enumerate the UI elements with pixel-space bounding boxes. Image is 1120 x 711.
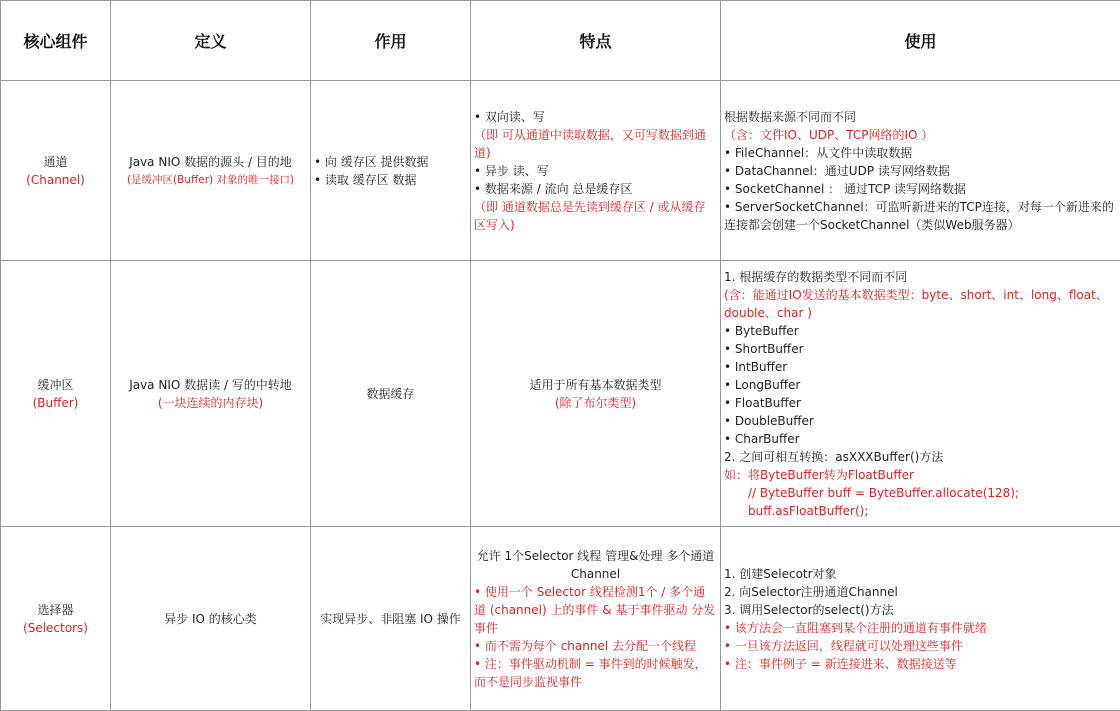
function-cell	[311, 81, 471, 261]
component-cell	[1, 527, 111, 711]
definition-text: 异步 IO 的核心类	[114, 610, 307, 628]
usage-line: • ServerSocketChannel：可监听新进来的TCP连接，对每一个新进来的连接都会创建一个SocketChannel（类似Web服务器）	[724, 198, 1117, 234]
header-definition: 定义	[111, 1, 311, 81]
function-line: • 读取 缓存区 数据	[314, 171, 467, 189]
function-cell	[311, 527, 471, 711]
usage-line: • SocketChannel ： 通过TCP 读写网络数据	[724, 180, 1117, 198]
usage-line: 如：将ByteBuffer转为FloatBuffer	[724, 466, 1117, 484]
usage-line: • ByteBuffer	[724, 322, 1117, 340]
feature-line: (除了布尔类型)	[474, 394, 717, 412]
usage-line: • 注：事件例子 = 新连接进来、数据接送等	[724, 655, 1117, 673]
usage-line: (含：能通过IO发送的基本数据类型：byte、short、int、long、float、double、char )	[724, 286, 1117, 322]
usage-line: 1. 根据缓存的数据类型不同而不同	[724, 268, 1117, 286]
feature-line: • 异步 读、写	[474, 162, 717, 180]
table-row-channel	[1, 81, 1120, 261]
feature-line: • 注：事件驱动机制 = 事件到的时候触发，而不是同步监视事件	[474, 655, 717, 691]
usage-line: • 该方法会一直阻塞到某个注册的通道有事件就绪	[724, 619, 1117, 637]
usage-line: 根据数据来源不同而不同	[724, 108, 1117, 126]
usage-line: 2. 之间可相互转换：asXXXBuffer()方法	[724, 448, 1117, 466]
definition-cell	[111, 261, 311, 527]
table-row-buffer	[1, 261, 1120, 527]
header-usage: 使用	[721, 1, 1120, 81]
function-line: 实现异步、非阻塞 IO 操作	[314, 610, 467, 628]
component-cell	[1, 81, 111, 261]
feature-line: • 双向读、写	[474, 108, 717, 126]
header-features: 特点	[471, 1, 721, 81]
usage-line: • ShortBuffer	[724, 340, 1117, 358]
usage-line: 3. 调用Selector的select()方法	[724, 601, 1117, 619]
definition-note: (是缓冲区(Buffer) 对象的唯一接口)	[114, 171, 307, 189]
definition-text: Java NIO 数据的源头 / 目的地	[114, 153, 307, 171]
feature-line: （即 通道数据总是先读到缓存区 / 或从缓存区写入)	[474, 198, 717, 234]
function-line: • 向 缓存区 提供数据	[314, 153, 467, 171]
usage-line: // ByteBuffer buff = ByteBuffer.allocate(128);	[724, 484, 1117, 502]
definition-note: (一块连续的内存块)	[114, 394, 307, 412]
usage-cell	[721, 261, 1120, 527]
features-cell	[471, 527, 721, 711]
features-cell	[471, 81, 721, 261]
table-row-selectors	[1, 527, 1120, 711]
usage-line: • FileChannel：从文件中读取数据	[724, 144, 1117, 162]
component-name-en: (Channel)	[4, 171, 107, 189]
feature-line: • 数据来源 / 流向 总是缓存区	[474, 180, 717, 198]
usage-line: （含：文件IO、UDP、TCP网络的IO ）	[724, 126, 1117, 144]
feature-lead: 允许 1个Selector 线程 管理&处理 多个通道Channel	[474, 547, 717, 583]
usage-line: • DataChannel：通过UDP 读写网络数据	[724, 162, 1117, 180]
function-cell	[311, 261, 471, 527]
definition-cell	[111, 81, 311, 261]
usage-line: • LongBuffer	[724, 376, 1117, 394]
usage-cell	[721, 527, 1120, 711]
features-cell	[471, 261, 721, 527]
component-name: 缓冲区	[4, 376, 107, 394]
usage-line: • FloatBuffer	[724, 394, 1117, 412]
function-line: 数据缓存	[314, 385, 467, 403]
feature-line: • 使用一个 Selector 线程检测1个 / 多个通道 (channel) 上的事件 & 基于事件驱动 分发事件	[474, 583, 717, 637]
definition-cell	[111, 527, 311, 711]
usage-line: 2. 向Selector注册通道Channel	[724, 583, 1117, 601]
header-row	[1, 1, 1120, 81]
header-component: 核心组件	[1, 1, 111, 81]
feature-line: • 而不需为每个 channel 去分配一个线程	[474, 637, 717, 655]
usage-line: • 一旦该方法返回，线程就可以处理这些事件	[724, 637, 1117, 655]
usage-line: • CharBuffer	[724, 430, 1117, 448]
usage-cell	[721, 81, 1120, 261]
feature-line: （即 可从通道中读取数据，又可写数据到通道)	[474, 126, 717, 162]
definition-text: Java NIO 数据读 / 写的中转地	[114, 376, 307, 394]
usage-line: buff.asFloatBuffer();	[724, 502, 1117, 520]
usage-line: • DoubleBuffer	[724, 412, 1117, 430]
component-name: 通道	[4, 153, 107, 171]
usage-line: 1. 创建Selecotr对象	[724, 565, 1117, 583]
component-cell	[1, 261, 111, 527]
usage-line: • IntBuffer	[724, 358, 1117, 376]
component-name-en: (Selectors)	[4, 619, 107, 637]
component-name-en: (Buffer)	[4, 394, 107, 412]
component-name: 选择器	[4, 601, 107, 619]
header-function: 作用	[311, 1, 471, 81]
feature-line: 适用于所有基本数据类型	[474, 376, 717, 394]
